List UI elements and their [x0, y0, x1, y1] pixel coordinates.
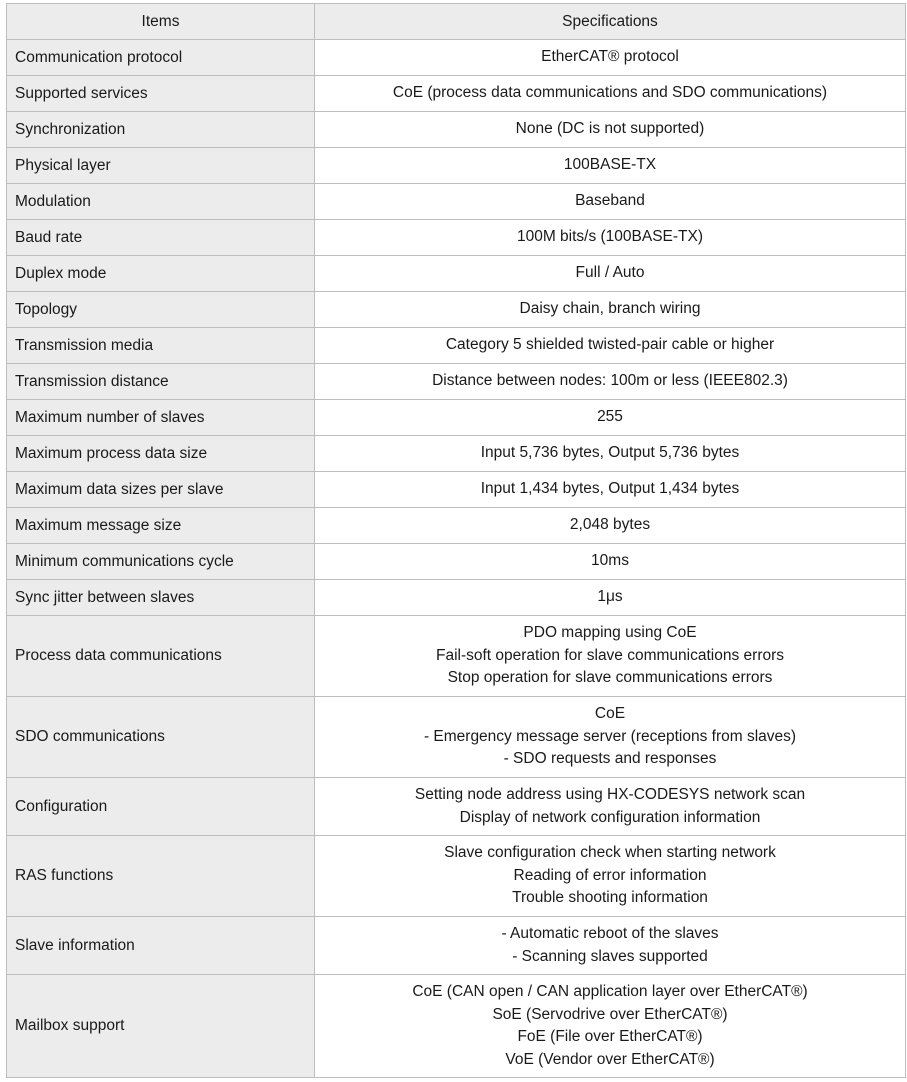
specification-line: FoE (File over EtherCAT®): [517, 1028, 703, 1045]
specification-line: PDO mapping using CoE: [523, 624, 697, 642]
item-cell: Communication protocol: [7, 40, 315, 76]
table-row: [7, 328, 906, 364]
table-row: [7, 40, 906, 76]
specification-line: None (DC is not supported): [515, 120, 705, 138]
specification-cell: [315, 328, 906, 364]
table-row: [7, 436, 906, 472]
table-row: [7, 580, 906, 616]
specification-line: SoE (Servodrive over EtherCAT®): [492, 1005, 728, 1023]
specification-line: Stop operation for slave communications errors: [447, 669, 773, 687]
table-row: [7, 544, 906, 580]
item-cell: Maximum number of slaves: [7, 400, 315, 436]
specification-line: Slave configuration check when starting network: [444, 844, 776, 862]
specification-line: Baseband: [575, 192, 645, 210]
table-row: [7, 292, 906, 328]
header-specifications: Specifications: [315, 4, 906, 40]
item-cell: Baud rate: [7, 220, 315, 256]
item-cell: Sync jitter between slaves: [7, 580, 315, 616]
table-body: [7, 40, 906, 1078]
specification-cell: [315, 697, 906, 778]
specification-line: - SDO requests and responses: [503, 750, 717, 768]
item-cell: Duplex mode: [7, 256, 315, 292]
table-row: [7, 220, 906, 256]
specification-line: VoE (Vendor over EtherCAT®): [505, 1050, 715, 1068]
item-cell: Supported services: [7, 76, 315, 112]
table-row: [7, 508, 906, 544]
specification-line: 255: [597, 408, 623, 426]
specification-line: Full / Auto: [575, 264, 645, 282]
item-cell: Physical layer: [7, 148, 315, 184]
specification-line: CoE: [594, 705, 626, 723]
specification-cell: [315, 508, 906, 544]
table-row: [7, 778, 906, 836]
item-cell: Maximum data sizes per slave: [7, 472, 315, 508]
specification-line: Fail-soft operation for slave communications errors: [435, 646, 785, 664]
item-cell: Topology: [7, 292, 315, 328]
table-row: [7, 697, 906, 778]
specification-cell: [315, 148, 906, 184]
table-row: [7, 616, 906, 697]
specification-line: EtherCAT® protocol: [541, 48, 679, 66]
specification-line: CoE (CAN open / CAN application layer over EtherCAT®): [412, 983, 808, 1000]
item-cell: SDO communications: [7, 697, 315, 778]
header-items: Items: [7, 4, 315, 40]
item-cell: Synchronization: [7, 112, 315, 148]
specification-cell: [315, 256, 906, 292]
specification-cell: [315, 917, 906, 975]
item-cell: Configuration: [7, 778, 315, 836]
specification-cell: [315, 616, 906, 697]
item-cell: Slave information: [7, 917, 315, 975]
specification-cell: [315, 184, 906, 220]
specification-line: - Emergency message server (receptions from slaves): [423, 727, 797, 745]
specification-line: Display of network configuration information: [459, 808, 761, 826]
item-cell: Maximum process data size: [7, 436, 315, 472]
item-cell: Modulation: [7, 184, 315, 220]
table-row: [7, 917, 906, 975]
table-row: [7, 112, 906, 148]
specification-line: CoE (process data communications and SDO communications): [392, 84, 828, 102]
specification-line: Distance between nodes: 100m or less (IEEE802.3): [432, 372, 788, 390]
table-row: [7, 76, 906, 112]
table-row: [7, 364, 906, 400]
item-cell: RAS functions: [7, 836, 315, 917]
specification-cell: [315, 836, 906, 917]
specification-cell: [315, 580, 906, 616]
table-row: [7, 184, 906, 220]
specification-cell: [315, 544, 906, 580]
table-row: [7, 400, 906, 436]
specification-line: 1μs: [597, 588, 623, 606]
item-cell: Transmission media: [7, 328, 315, 364]
specification-line: 2,048 bytes: [569, 516, 651, 534]
specification-line: - Automatic reboot of the slaves: [501, 925, 719, 942]
table-row: [7, 148, 906, 184]
table-row: [7, 472, 906, 508]
specification-cell: [315, 220, 906, 256]
specification-line: Trouble shooting information: [512, 889, 708, 907]
item-cell: Maximum message size: [7, 508, 315, 544]
specification-cell: [315, 112, 906, 148]
specification-cell: [315, 778, 906, 836]
table-row: [7, 256, 906, 292]
specifications-table: [6, 3, 906, 1078]
table-row: [7, 836, 906, 917]
specification-cell: [315, 400, 906, 436]
item-cell: Process data communications: [7, 616, 315, 697]
specification-line: 10ms: [591, 552, 629, 570]
specification-line: Daisy chain, branch wiring: [519, 300, 701, 318]
specification-line: - Scanning slaves supported: [512, 947, 708, 965]
specification-cell: [315, 76, 906, 112]
item-cell: Mailbox support: [7, 975, 315, 1078]
item-cell: Transmission distance: [7, 364, 315, 400]
specification-line: Input 1,434 bytes, Output 1,434 bytes: [480, 480, 740, 498]
specification-cell: [315, 292, 906, 328]
header-row: [7, 4, 906, 40]
specification-cell: [315, 472, 906, 508]
specification-line: Setting node address using HX-CODESYS network scan: [414, 786, 806, 803]
specification-cell: [315, 40, 906, 76]
specification-line: Reading of error information: [513, 866, 707, 884]
specification-line: 100BASE-TX: [563, 156, 657, 174]
specification-line: 100M bits/s (100BASE-TX): [516, 228, 704, 246]
table-row: [7, 975, 906, 1078]
specification-line: Category 5 shielded twisted-pair cable or higher: [445, 336, 775, 354]
specification-line: Input 5,736 bytes, Output 5,736 bytes: [480, 444, 740, 462]
item-cell: Minimum communications cycle: [7, 544, 315, 580]
specification-cell: [315, 364, 906, 400]
specification-cell: [315, 436, 906, 472]
specification-cell: [315, 975, 906, 1078]
